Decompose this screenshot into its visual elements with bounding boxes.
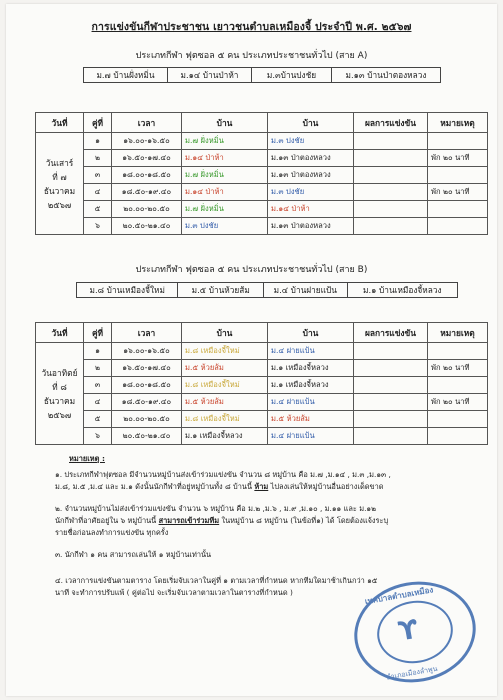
home-team: ม.๗ ฝั่งหมิ่น: [182, 133, 268, 150]
away-team: ม.๓ ปงชัย: [268, 133, 354, 150]
match-note: [428, 377, 488, 394]
match-result: [354, 133, 428, 150]
match-time: ๑๘.๕๐-๑๙.๔๐: [112, 184, 182, 201]
match-time: ๒๐.๐๐-๒๐.๕๐: [112, 201, 182, 218]
notes-heading: หมายเหตุ :: [69, 454, 105, 463]
table-row: [36, 411, 488, 428]
match-time: ๑๘.๐๐-๑๘.๕๐: [112, 377, 182, 394]
header-away: บ้าน: [268, 113, 354, 133]
match-no: ๑: [84, 343, 112, 360]
note-2: ๒. จำนวนหมู่บ้านไม่ส่งเข้าร่วมแข่งขัน จำนวน ๖ หมู่บ้าน คือ ม.๒ ,ม.๖ , ม.๙ ,ม.๑๐ , ม.๑๑ และ ม.๑๒ นักกีฬาที่อาศัยอยู่ใน ๖ หมู่บ้านนี้ สามารถเข้าร่วมทีม ในหมู่บ้าน ๘ หมู่บ้าน (ในข้อที่๑) ได้ โดยต้องแจ้งระบุ รายชื่อก่อนลงทำการแข่งขัน ทุกครั้ง: [55, 504, 389, 537]
header-date: วันที่: [36, 113, 84, 133]
match-result: [354, 394, 428, 411]
match-note: [428, 428, 488, 445]
header-note: หมายเหตุ: [428, 113, 488, 133]
match-result: [354, 377, 428, 394]
away-team: ม.๔ ฝายแป้น: [268, 394, 354, 411]
home-team: ม.๑๔ ป่าห้า: [182, 184, 268, 201]
home-team: ม.๘ เหมืองจี้ใหม่: [182, 343, 268, 360]
group-b-team-4: ม.๑ บ้านเหมืองจี้หลวง: [363, 285, 442, 295]
away-team: ม.๑๔ ป่าห้า: [268, 201, 354, 218]
match-note: [428, 411, 488, 428]
match-time: ๒๐.๕๐-๒๑.๔๐: [112, 218, 182, 235]
match-no: ๕: [84, 201, 112, 218]
note-4: ๔. เวลาการแข่งขันตามตาราง โดยเริ่มจับเวลาในคู่ที่ ๑ ตามเวลาที่กำหนด หากทีมใดมาช้าเกินกว่า ๑๕ นาที จะทำการปรับแพ้ ( คู่ต่อไป จะเริ่มจับเวลาตามเวลาในตารางที่กำหนด ): [55, 576, 378, 597]
match-time: ๑๘.๐๐-๑๘.๕๐: [112, 167, 182, 184]
header-note: หมายเหตุ: [428, 323, 488, 343]
table-row: [36, 394, 488, 411]
header-time: เวลา: [112, 323, 182, 343]
match-time: ๑๖.๐๐-๑๖.๕๐: [112, 343, 182, 360]
away-team: ม.๕ ห้วยส้ม: [268, 411, 354, 428]
away-team: ม.๔ ฝายแป้น: [268, 428, 354, 445]
table-row: [36, 218, 488, 235]
match-note: [428, 343, 488, 360]
home-team: ม.๘ เหมืองจี้ใหม่: [182, 377, 268, 394]
header-time: เวลา: [112, 113, 182, 133]
table-header-row: [36, 113, 488, 133]
match-no: ๔: [84, 184, 112, 201]
match-note: [428, 167, 488, 184]
header-match-no: คู่ที่: [84, 113, 112, 133]
away-team: ม.๑๓ ป่าตองหลวง: [268, 167, 354, 184]
official-seal-stamp: เทศบาลตำบลเหมือง ϒ อำเภอเมืองลำพูน: [346, 572, 484, 692]
match-no: ๔: [84, 394, 112, 411]
match-result: [354, 218, 428, 235]
match-result: [354, 201, 428, 218]
section-a-subtitle: ประเภทกีฬา ฟุตซอล ๕ คน ประเภทประชาชนทั่วไป (สาย A): [135, 51, 368, 61]
page-title: การแข่งขันกีฬาประชาชน เยาวชนตำบลเหมืองจี้ ประจำปี พ.ศ. ๒๕๖๗: [91, 21, 412, 33]
header-home: บ้าน: [182, 113, 268, 133]
table-row: [36, 201, 488, 218]
home-team: ม.๕ ห้วยส้ม: [182, 394, 268, 411]
note-1: ๑. ประเภทกีฬาฟุตซอล มีจำนวนหมู่บ้านส่งเข้าร่วมแข่งขัน จำนวน ๘ หมู่บ้าน คือ ม.๗ ,ม.๑๔ , ม.๓ ,ม.๑๓ , ม.๘, ม.๕ ,ม.๔ และ ม.๑ ดังนั้นนักกีฬาที่อยู่หมู่บ้านทั้ง ๘ บ้านนี้ ห้าม ไปลงเล่นให้หมู่บ้านอื่นอย่างเด็ดขาด: [55, 470, 391, 491]
match-no: ๓: [84, 377, 112, 394]
match-no: ๓: [84, 167, 112, 184]
header-date: วันที่: [36, 323, 84, 343]
section-b-group-list: [76, 282, 458, 298]
away-team: ม.๑ เหมืองจี้หลวง: [268, 377, 354, 394]
away-team: ม.๓ ปงชัย: [268, 184, 354, 201]
away-team: ม.๑๓ ป่าตองหลวง: [268, 150, 354, 167]
group-b-team-3: ม.๔ บ้านฝายแป้น: [264, 283, 348, 297]
match-note: [428, 201, 488, 218]
match-note: พัก ๒๐ นาที: [428, 360, 488, 377]
table-row: [36, 133, 488, 150]
match-no: ๕: [84, 411, 112, 428]
group-a-team-3: ม.๓บ้านปงชัย: [252, 68, 332, 82]
match-no: ๖: [84, 218, 112, 235]
group-b-team-2: ม.๕ บ้านห้วยส้ม: [178, 283, 264, 297]
header-match-no: คู่ที่: [84, 323, 112, 343]
match-day: วันเสาร์ ที่ ๗ ธันวาคม ๒๕๖๗: [36, 133, 84, 235]
match-result: [354, 411, 428, 428]
match-note: [428, 133, 488, 150]
match-note: พัก ๒๐ นาที: [428, 394, 488, 411]
match-result: [354, 428, 428, 445]
match-result: [354, 167, 428, 184]
table-row: [36, 184, 488, 201]
match-no: ๒: [84, 360, 112, 377]
home-team: ม.๑ เหมืองจี้หลวง: [182, 428, 268, 445]
table-header-row: [36, 323, 488, 343]
home-team: ม.๑๔ ป่าห้า: [182, 150, 268, 167]
table-row: [36, 167, 488, 184]
match-result: [354, 360, 428, 377]
match-result: [354, 343, 428, 360]
match-time: ๑๖.๕๐-๑๗.๔๐: [112, 150, 182, 167]
away-team: ม.๔ ฝายแป้น: [268, 343, 354, 360]
header-away: บ้าน: [268, 323, 354, 343]
home-team: ม.๕ ห้วยส้ม: [182, 360, 268, 377]
section-a-group-list: [83, 67, 441, 83]
match-time: ๑๘.๕๐-๑๙.๔๐: [112, 394, 182, 411]
match-note: [428, 218, 488, 235]
match-day: วันอาทิตย์ ที่ ๘ ธันวาคม ๒๕๖๗: [36, 343, 84, 445]
match-time: ๒๐.๐๐-๒๐.๕๐: [112, 411, 182, 428]
document-page: [6, 4, 497, 696]
match-no: ๖: [84, 428, 112, 445]
match-time: ๑๖.๐๐-๑๖.๕๐: [112, 133, 182, 150]
table-row: [36, 360, 488, 377]
note-3: ๓. นักกีฬา ๑ คน สามารถเล่นให้ ๑ หมู่บ้านเท่านั้น: [55, 550, 212, 559]
group-b-team-1: ม.๘ บ้านเหมืองจี้ใหม่: [77, 283, 178, 297]
match-no: ๒: [84, 150, 112, 167]
table-row: [36, 343, 488, 360]
home-team: ม.๗ ฝั่งหมิ่น: [182, 167, 268, 184]
home-team: ม.๓ ปงชัย: [182, 218, 268, 235]
home-team: ม.๘ เหมืองจี้ใหม่: [182, 411, 268, 428]
table-row: [36, 377, 488, 394]
away-team: ม.๑๓ ป่าตองหลวง: [268, 218, 354, 235]
section-b-schedule-table: [35, 322, 488, 445]
group-a-team-4: ม.๑๓ บ้านป่าตองหลวง: [345, 70, 427, 80]
header-result: ผลการแข่งขัน: [354, 323, 428, 343]
home-team: ม.๗ ฝั่งหมิ่น: [182, 201, 268, 218]
section-b-subtitle: ประเภทกีฬา ฟุตซอล ๕ คน ประเภทประชาชนทั่วไป (สาย B): [135, 265, 368, 275]
seal-logo-icon: ϒ: [396, 614, 421, 648]
match-time: ๒๐.๕๐-๒๑.๔๐: [112, 428, 182, 445]
table-row: [36, 428, 488, 445]
group-a-team-2: ม.๑๔ บ้านป่าห้า: [168, 68, 252, 82]
match-result: [354, 184, 428, 201]
match-note: พัก ๒๐ นาที: [428, 184, 488, 201]
group-a-team-1: ม.๗ บ้านฝั่งหมิ่น: [84, 68, 168, 82]
match-no: ๑: [84, 133, 112, 150]
table-row: [36, 150, 488, 167]
header-home: บ้าน: [182, 323, 268, 343]
match-result: [354, 150, 428, 167]
match-note: พัก ๒๐ นาที: [428, 150, 488, 167]
section-a-schedule-table: [35, 112, 488, 235]
away-team: ม.๑ เหมืองจี้หลวง: [268, 360, 354, 377]
match-time: ๑๖.๕๐-๑๗.๔๐: [112, 360, 182, 377]
header-result: ผลการแข่งขัน: [354, 113, 428, 133]
